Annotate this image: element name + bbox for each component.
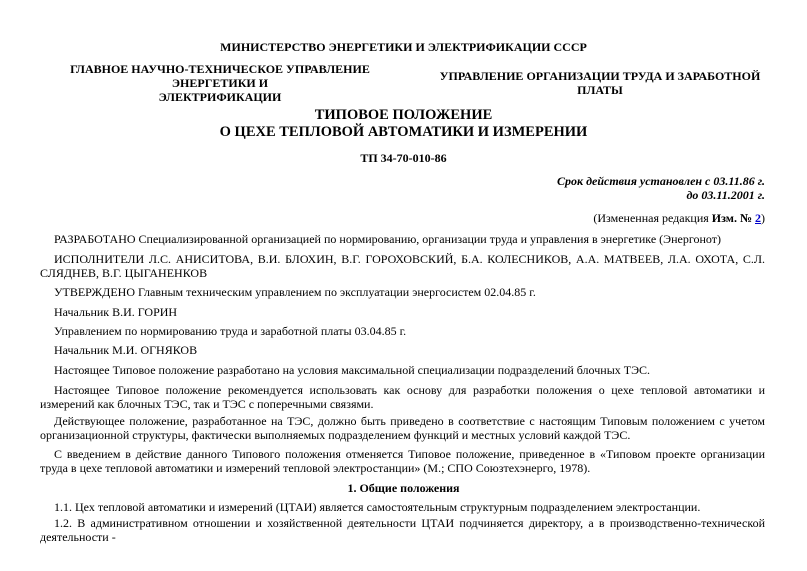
validity-line1: Срок действия установлен с 03.11.86 г. <box>556 174 765 188</box>
intro-paragraph-4: С введением в действие данного Типового положения отменяется Типовое положение, приведенное в «Типовом проекте организации труда в цехе тепловой автоматики и измерений тепловой электростанции» (М.; СПО Союзтехэнерго, 1978). <box>40 447 765 475</box>
validity-line2: до 03.11.2001 г. <box>686 188 765 202</box>
document-title-line2: О ЦЕХЕ ТЕПЛОВОЙ АВТОМАТИКИ И ИЗМЕРЕНИИ <box>219 124 588 140</box>
document-title-line1: ТИПОВОЕ ПОЛОЖЕНИЕ <box>314 107 493 123</box>
intro-paragraph-1: Настоящее Типовое положение разработано на условия максимальной специализации подразделений блочных ТЭС. <box>54 363 651 377</box>
validity-period <box>440 174 765 202</box>
section-1-item-1: 1.1. Цех тепловой автоматики и измерений (ЦТАИ) является самостоятельным структурным подразделением электростанции. <box>54 500 701 514</box>
issuing-body-left-line1: ГЛАВНОЕ НАУЧНО-ТЕХНИЧЕСКОЕ УПРАВЛЕНИЕ ЭНЕРГЕТИКИ И <box>70 62 370 90</box>
chief-1-paragraph: Начальник В.И. ГОРИН <box>54 305 178 319</box>
approved-paragraph: УТВЕРЖДЕНО Главным техническим управлением по эксплуатации энергосистем 02.04.85 г. <box>54 285 536 299</box>
revision-change-link[interactable]: 2 <box>755 211 761 225</box>
chief-2-paragraph: Начальник М.И. ОГНЯКОВ <box>54 343 198 357</box>
section-1-title: 1. Общие положения <box>347 481 460 495</box>
revision-change-label: Изм. № <box>711 211 755 225</box>
section-1-item-2: 1.2. В административном отношении и хозяйственной деятельности ЦТАИ подчиняется директору, а в производственно-технической деятельности - <box>40 516 765 544</box>
revision-suffix: ) <box>761 211 765 225</box>
issuing-body-left <box>40 62 400 104</box>
intro-paragraph-2: Настоящее Типовое положение рекомендуется использовать как основу для разработки положения о цехе тепловой автоматики и измерений как блочных ТЭС, так и ТЭС с поперечными связями. <box>40 383 765 411</box>
document-title <box>0 107 807 141</box>
developed-by-paragraph: РАЗРАБОТАНО Специализированной организацией по нормированию, организации труда и управления в энергетике (Энергонот) <box>54 232 721 246</box>
intro-paragraph-3: Действующее положение, разработанное на ТЭС, должно быть приведено в соответствие с настоящим Типовым положением с учетом организационной структуры, фактически выполняемых подразделением функций и местных условий каждой ТЭС. <box>40 414 765 442</box>
department-paragraph: Управлением по нормированию труда и заработной платы 03.04.85 г. <box>54 324 407 338</box>
ministry-heading: МИНИСТЕРСТВО ЭНЕРГЕТИКИ И ЭЛЕКТРИФИКАЦИИ СССР <box>220 40 587 54</box>
issuing-body-left-line2: ЭЛЕКТРИФИКАЦИИ <box>158 90 282 104</box>
issuing-body-right: УПРАВЛЕНИЕ ОРГАНИЗАЦИИ ТРУДА И ЗАРАБОТНОЙ ПЛАТЫ <box>439 69 761 97</box>
revision-prefix: (Измененная редакция <box>593 211 712 225</box>
revision-note <box>440 211 765 225</box>
document-code: ТП 34-70-010-86 <box>360 151 447 165</box>
authors-paragraph: ИСПОЛНИТЕЛИ Л.С. АНИСИТОВА, В.И. БЛОХИН, В.Г. ГОРОХОВСКИЙ, Б.А. КОЛЕСНИКОВ, А.А. МАТВЕЕВ, Л.А. ОХОТА, С.Л. СЛЯДНЕВ, В.Г. ЦЫГАНЕНКОВ <box>40 252 765 280</box>
